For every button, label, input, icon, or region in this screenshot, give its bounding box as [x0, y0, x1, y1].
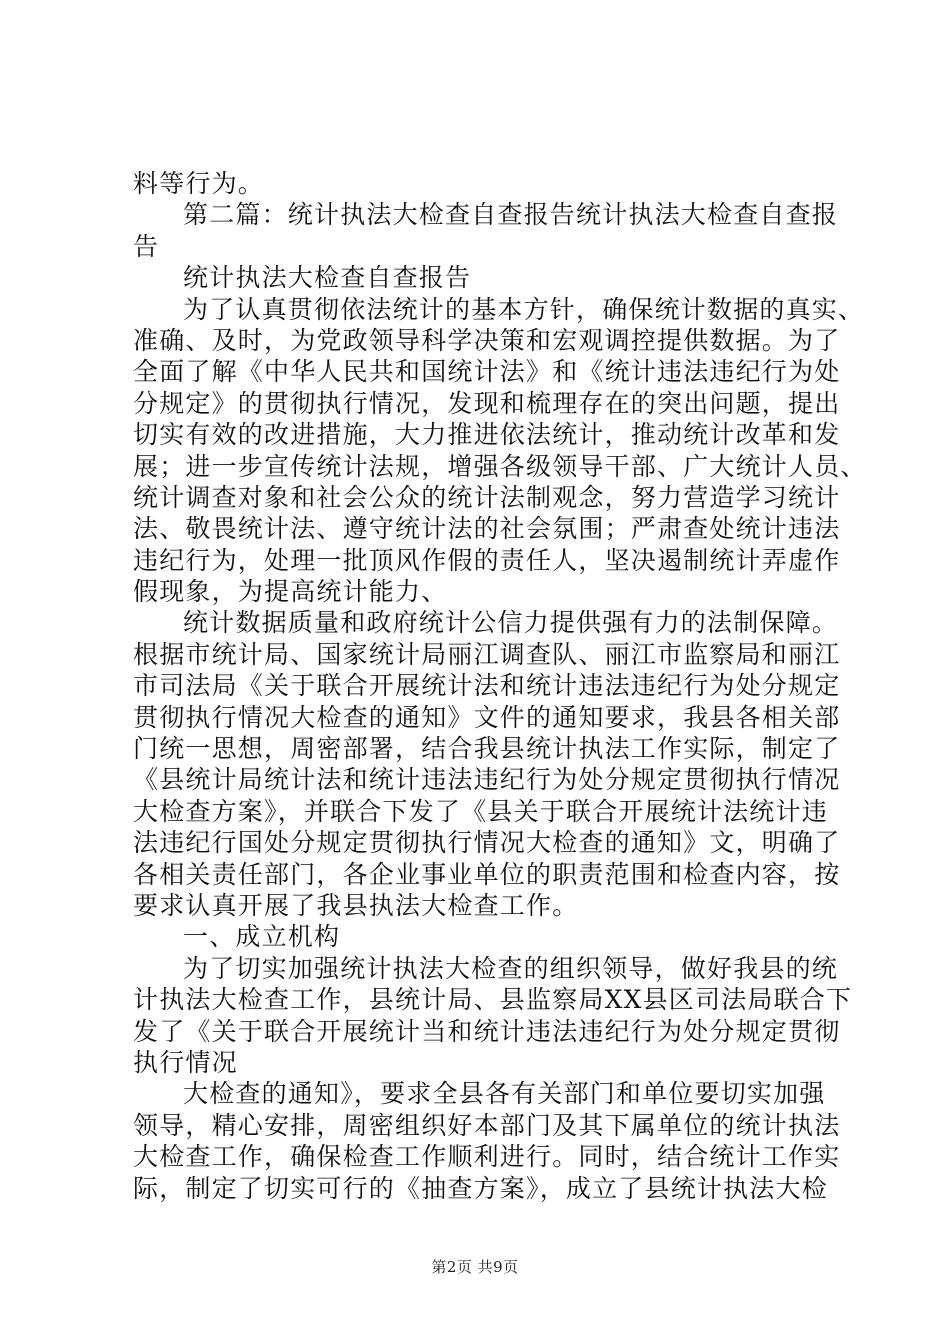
text-line: 统计执法大检查自查报告	[183, 263, 472, 293]
text-line: 领导，精心安排，周密组织好本部门及其下属单位的统计执法	[133, 1110, 841, 1140]
text-line: 统计数据质量和政府统计公信力提供强有力的法制保障。	[183, 608, 839, 638]
text-line: 分规定》的贯彻执行情况，发现和梳理存在的突出问题，提出	[133, 388, 841, 418]
text-line: 法、敬畏统计法、遵守统计法的社会氛围；严肃查处统计违法	[133, 514, 841, 544]
text-line: 为了切实加强统计执法大检查的组织领导，做好我县的统	[183, 953, 839, 983]
text-line: 市司法局《关于联合开展统计法和统计违法违纪行为处分规定	[133, 671, 841, 701]
document-body	[133, 168, 867, 1204]
text-line: 计执法大检查工作，县统计局、县监察局XX县区司法局联合下	[133, 985, 853, 1015]
text-line: 展；进一步宣传统计法规，增强各级领导干部、广大统计人员、	[133, 451, 867, 481]
text-line: 为了认真贯彻依法统计的基本方针，确保统计数据的真实、	[183, 294, 865, 324]
text-line: 各相关责任部门，各企业事业单位的职责范围和检查内容，按	[133, 859, 841, 889]
text-line: 第二篇：统计执法大检查自查报告统计执法大检查自查报	[183, 200, 839, 230]
text-line: 料等行为。	[133, 169, 265, 198]
text-line: 要求认真开展了我县执法大检查工作。	[133, 890, 579, 920]
text-line: 切实有效的改进措施，大力推进依法统计，推动统计改革和发	[133, 420, 841, 450]
text-line: 际，制定了切实可行的《抽查方案》，成立了县统计执法大检	[133, 1173, 828, 1203]
text-line: 一、成立机构	[183, 922, 341, 952]
text-line: 大检查工作，确保检查工作顺利进行。同时，结合统计工作实	[133, 1142, 841, 1172]
text-line: 执行情况	[133, 1047, 238, 1077]
text-line: 《县统计局统计法和统计违法违纪行为处分规定贯彻执行情况	[133, 765, 841, 795]
text-line: 大检查方案》，并联合下发了《县关于联合开展统计法统计违	[133, 796, 828, 826]
text-line: 根据市统计局、国家统计局丽江调查队、丽江市监察局和丽江	[133, 639, 841, 669]
text-line: 准确、及时，为党政领导科学决策和宏观调控提供数据。为了	[133, 325, 841, 355]
text-line: 告	[133, 231, 160, 261]
text-line: 全面了解《中华人民共和国统计法》和《统计违法违纪行为处	[133, 357, 841, 387]
text-line: 法违纪行国处分规定贯彻执行情况大检查的通知》文，明确了	[133, 828, 841, 858]
text-line: 假现象，为提高统计能力、	[133, 577, 448, 607]
page-footer: 第2页 共9页	[431, 1258, 519, 1276]
text-line: 大检查的通知》，要求全县各有关部门和单位要切实加强	[183, 1079, 826, 1109]
text-line: 发了《关于联合开展统计当和统计违法违纪行为处分规定贯彻	[133, 1016, 841, 1046]
text-line: 门统一思想，周密部署，结合我县统计执法工作实际，制定了	[133, 734, 841, 764]
text-line: 统计调查对象和社会公众的统计法制观念，努力营造学习统计	[133, 482, 841, 512]
text-line: 贯彻执行情况大检查的通知》文件的通知要求，我县各相关部	[133, 702, 841, 732]
text-line: 违纪行为，处理一批顶风作假的责任人，坚决遏制统计弄虚作	[133, 545, 841, 575]
